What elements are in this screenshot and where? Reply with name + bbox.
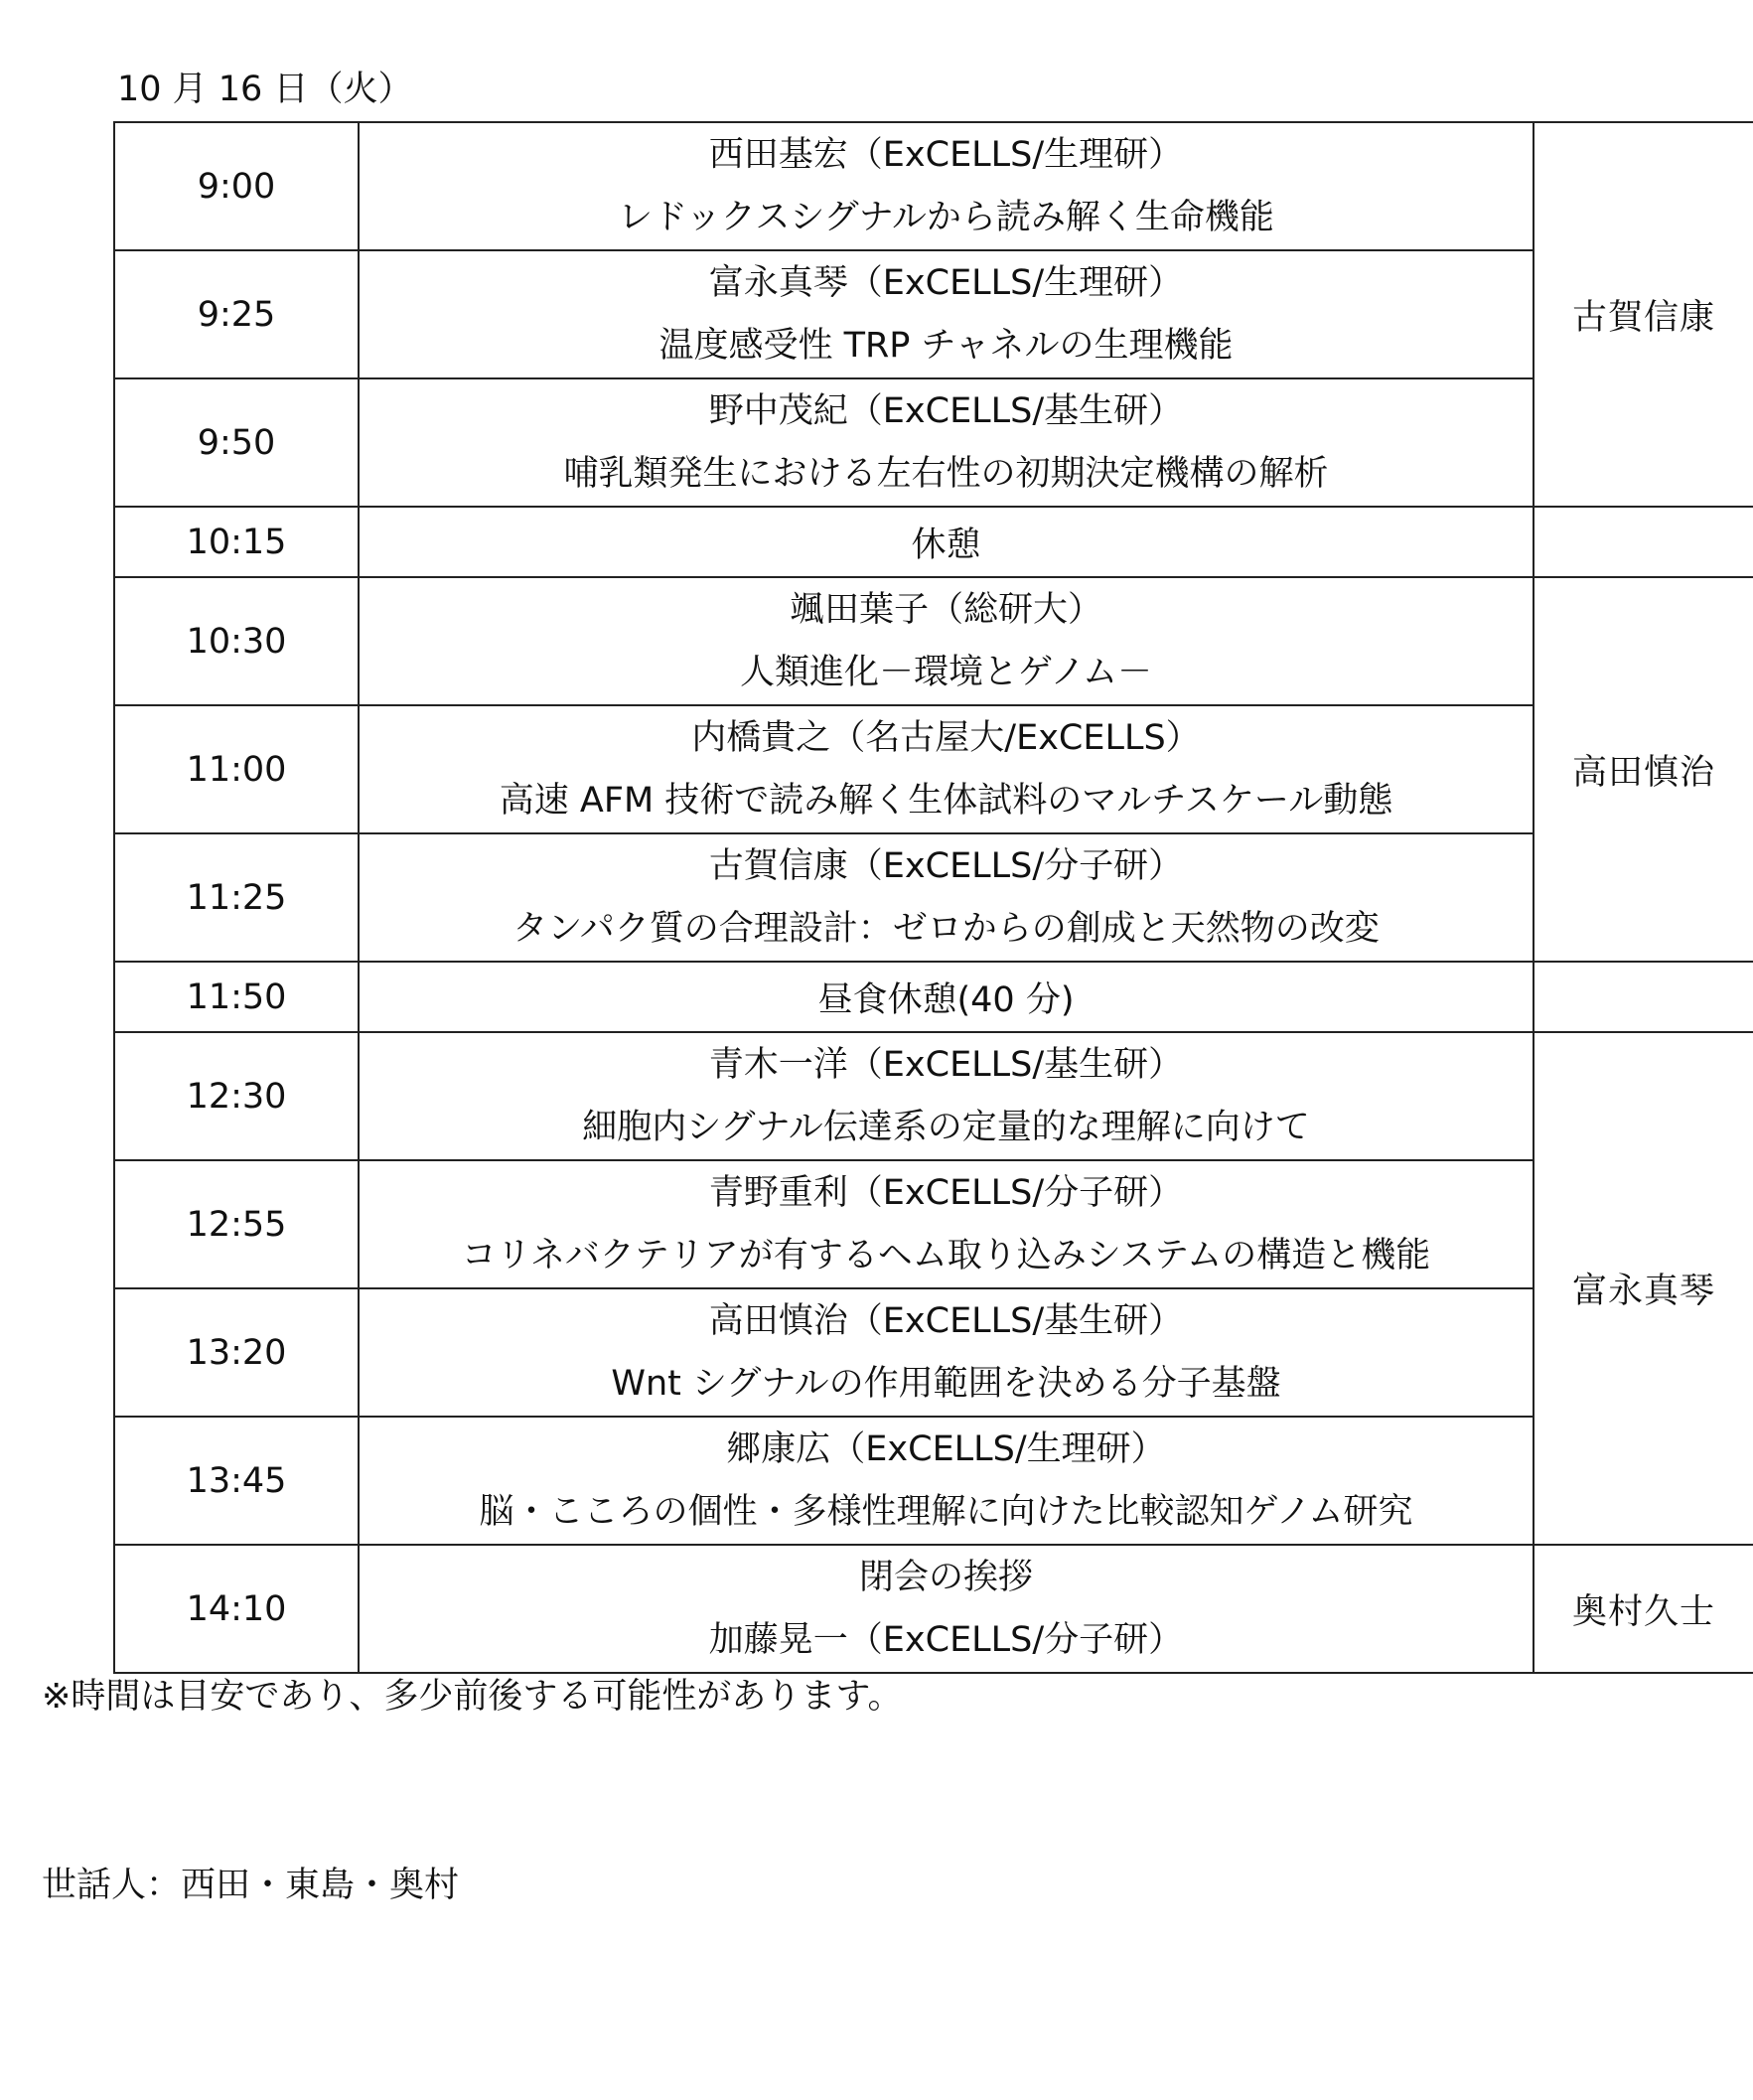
time-cell: 14:10 — [114, 1545, 359, 1673]
time-cell: 11:25 — [114, 833, 359, 962]
closing-cell — [359, 1545, 1534, 1673]
session-chair-cell: 古賀信康 — [1534, 122, 1753, 507]
talk-cell — [359, 577, 1534, 705]
speaker-name: 西田基宏（ExCELLS/生理研） — [708, 134, 1184, 175]
table-row — [114, 705, 1753, 833]
table-row — [114, 250, 1753, 378]
time-cell: 11:00 — [114, 705, 359, 833]
timing-note: ※時間は目安であり、多少前後する可能性があります。 — [42, 1677, 903, 1717]
date-heading: 10 月 16 日（火） — [117, 70, 413, 109]
closing-label: 閉会の挨拶 — [858, 1557, 1033, 1597]
break-row — [114, 507, 1753, 577]
talk-cell — [359, 1417, 1534, 1545]
talk-title: 高速 AFM 技術で読み解く生体試料のマルチスケール動態 — [499, 780, 1393, 821]
speaker-name: 青野重利（ExCELLS/分子研） — [708, 1172, 1184, 1213]
table-row — [114, 1417, 1753, 1545]
talk-cell — [359, 122, 1534, 250]
speaker-name: 郷康広（ExCELLS/生理研） — [726, 1428, 1166, 1469]
speaker-name: 青木一洋（ExCELLS/基生研） — [708, 1044, 1184, 1085]
talk-title: 人類進化－環境とゲノム－ — [739, 652, 1153, 692]
table-row — [114, 122, 1753, 250]
session-chair-cell: 富永真琴 — [1534, 1032, 1753, 1545]
talk-cell — [359, 833, 1534, 962]
time-cell: 9:50 — [114, 378, 359, 507]
table-row — [114, 1545, 1753, 1673]
talk-cell — [359, 705, 1534, 833]
time-cell: 10:30 — [114, 577, 359, 705]
talk-title: 温度感受性 TRP チャネルの生理機能 — [658, 325, 1234, 366]
speaker-name: 古賀信康（ExCELLS/分子研） — [708, 845, 1184, 886]
table-row — [114, 577, 1753, 705]
speaker-name: 野中茂紀（ExCELLS/基生研） — [708, 390, 1184, 431]
table-row — [114, 1288, 1753, 1417]
time-cell: 12:30 — [114, 1032, 359, 1160]
table-row — [114, 378, 1753, 507]
closing-chair-cell: 奥村久士 — [1534, 1545, 1753, 1673]
empty-chair-cell — [1534, 507, 1753, 577]
talk-title: コリネバクテリアが有するヘム取り込みシステムの構造と機能 — [461, 1235, 1431, 1275]
talk-cell — [359, 1160, 1534, 1288]
time-cell: 10:15 — [114, 507, 359, 577]
time-cell: 12:55 — [114, 1160, 359, 1288]
table-row — [114, 1032, 1753, 1160]
table-row — [114, 833, 1753, 962]
time-cell: 13:20 — [114, 1288, 359, 1417]
time-cell: 9:25 — [114, 250, 359, 378]
talk-title: 哺乳類発生における左右性の初期決定機構の解析 — [563, 453, 1329, 494]
time-cell: 9:00 — [114, 122, 359, 250]
talk-title: タンパク質の合理設計：ゼロからの創成と天然物の改変 — [512, 908, 1380, 949]
break-row — [114, 962, 1753, 1032]
talk-title: Wnt シグナルの作用範囲を決める分子基盤 — [611, 1363, 1281, 1404]
break-label: 昼食休憩(40 分) — [359, 962, 1534, 1032]
talk-title: レドックスシグナルから読み解く生命機能 — [618, 197, 1274, 237]
talk-cell — [359, 1288, 1534, 1417]
time-cell: 13:45 — [114, 1417, 359, 1545]
session-chair-cell: 高田慎治 — [1534, 577, 1753, 962]
table-row — [114, 1160, 1753, 1288]
talk-cell — [359, 250, 1534, 378]
organizers: 世話人：西田・東島・奥村 — [42, 1866, 460, 1905]
time-cell: 11:50 — [114, 962, 359, 1032]
speaker-name: 颯田葉子（総研大） — [789, 589, 1102, 630]
talk-cell — [359, 378, 1534, 507]
talk-title: 脳・こころの個性・多様性理解に向けた比較認知ゲノム研究 — [479, 1491, 1413, 1532]
closing-speaker: 加藤晃一（ExCELLS/分子研） — [708, 1619, 1184, 1660]
speaker-name: 内橋貴之（名古屋大/ExCELLS） — [691, 717, 1201, 758]
talk-cell — [359, 1032, 1534, 1160]
speaker-name: 富永真琴（ExCELLS/生理研） — [708, 262, 1184, 303]
speaker-name: 高田慎治（ExCELLS/基生研） — [708, 1300, 1184, 1341]
break-label: 休憩 — [359, 507, 1534, 577]
schedule-table — [113, 121, 1753, 1674]
empty-chair-cell — [1534, 962, 1753, 1032]
talk-title: 細胞内シグナル伝達系の定量的な理解に向けて — [582, 1107, 1310, 1147]
